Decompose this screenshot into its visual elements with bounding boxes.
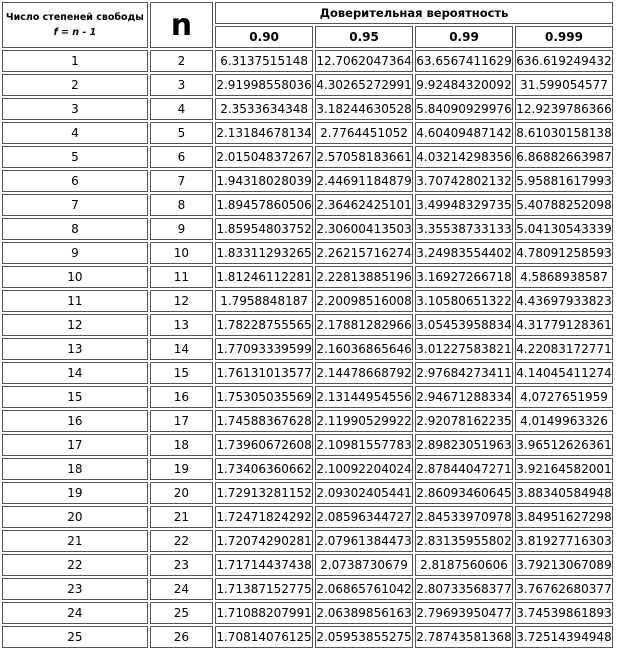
t-value-cell: 3.70742802132 — [415, 170, 513, 192]
table-row — [2, 410, 613, 432]
t-value-cell: 4.43697933823 — [515, 290, 613, 312]
t-value-cell: 1.70814076125 — [215, 626, 313, 648]
degrees-of-freedom-formula: f = n - 1 — [53, 27, 97, 38]
t-value-cell: 4.60409487142 — [415, 122, 513, 144]
t-value-cell: 3.92164582001 — [515, 458, 613, 480]
t-value-cell: 2.30600413503 — [315, 218, 413, 240]
t-value-cell: 2.3533634348 — [215, 98, 313, 120]
t-value-cell: 4.14045411274 — [515, 362, 613, 384]
t-value-cell: 4.0149963326 — [515, 410, 613, 432]
probability-header: 0.90 — [215, 26, 313, 48]
t-value-cell: 2.20098516008 — [315, 290, 413, 312]
table-row — [2, 242, 613, 264]
table-body — [2, 50, 613, 648]
t-value-cell: 2.10092204024 — [315, 458, 413, 480]
t-value-cell: 2.57058183661 — [315, 146, 413, 168]
t-value-cell: 3.74539861893 — [515, 602, 613, 624]
t-value-cell: 2.13144954556 — [315, 386, 413, 408]
t-value-cell: 2.87844047271 — [415, 458, 513, 480]
t-value-cell: 9.92484320092 — [415, 74, 513, 96]
n-cell: 17 — [150, 410, 213, 432]
degrees-of-freedom-cell: 13 — [2, 338, 148, 360]
t-value-cell: 31.599054577 — [515, 74, 613, 96]
t-value-cell: 4.0727651959 — [515, 386, 613, 408]
n-cell: 3 — [150, 74, 213, 96]
t-value-cell: 3.16927266718 — [415, 266, 513, 288]
table-row — [2, 482, 613, 504]
t-value-cell: 3.72514394948 — [515, 626, 613, 648]
t-value-cell: 1.71714437438 — [215, 554, 313, 576]
table-row — [2, 530, 613, 552]
n-cell: 22 — [150, 530, 213, 552]
degrees-of-freedom-cell: 10 — [2, 266, 148, 288]
t-value-cell: 1.71088207991 — [215, 602, 313, 624]
t-value-cell: 2.22813885196 — [315, 266, 413, 288]
t-value-cell: 3.81927716303 — [515, 530, 613, 552]
t-value-cell: 3.35538733133 — [415, 218, 513, 240]
n-cell: 26 — [150, 626, 213, 648]
t-value-cell: 1.72471824292 — [215, 506, 313, 528]
degrees-of-freedom-cell: 18 — [2, 458, 148, 480]
degrees-of-freedom-cell: 23 — [2, 578, 148, 600]
degrees-of-freedom-cell: 16 — [2, 410, 148, 432]
table-row — [2, 314, 613, 336]
n-cell: 9 — [150, 218, 213, 240]
table-row — [2, 146, 613, 168]
t-value-cell: 2.17881282966 — [315, 314, 413, 336]
n-cell: 7 — [150, 170, 213, 192]
degrees-of-freedom-cell: 19 — [2, 482, 148, 504]
degrees-of-freedom-cell: 24 — [2, 602, 148, 624]
t-value-cell: 2.26215716274 — [315, 242, 413, 264]
n-cell: 10 — [150, 242, 213, 264]
table-row — [2, 266, 613, 288]
degrees-of-freedom-cell: 15 — [2, 386, 148, 408]
t-value-cell: 3.79213067089 — [515, 554, 613, 576]
t-value-cell: 3.88340584948 — [515, 482, 613, 504]
t-value-cell: 4.5868938587 — [515, 266, 613, 288]
t-value-cell: 2.7764451052 — [315, 122, 413, 144]
t-value-cell: 63.6567411629 — [415, 50, 513, 72]
t-value-cell: 2.10981557783 — [315, 434, 413, 456]
t-value-cell: 4.03214298356 — [415, 146, 513, 168]
table-row — [2, 194, 613, 216]
t-value-cell: 1.78228755565 — [215, 314, 313, 336]
table-row — [2, 170, 613, 192]
t-value-cell: 1.73960672608 — [215, 434, 313, 456]
t-value-cell: 2.86093460645 — [415, 482, 513, 504]
n-header: n — [150, 2, 213, 48]
t-value-cell: 3.84951627298 — [515, 506, 613, 528]
table-row — [2, 50, 613, 72]
t-value-cell: 2.78743581368 — [415, 626, 513, 648]
t-value-cell: 2.0738730679 — [315, 554, 413, 576]
table-row — [2, 554, 613, 576]
n-cell: 16 — [150, 386, 213, 408]
table-row — [2, 362, 613, 384]
t-value-cell: 2.16036865646 — [315, 338, 413, 360]
n-cell: 23 — [150, 554, 213, 576]
t-value-cell: 2.08596344727 — [315, 506, 413, 528]
t-value-cell: 3.01227583821 — [415, 338, 513, 360]
n-cell: 19 — [150, 458, 213, 480]
n-cell: 18 — [150, 434, 213, 456]
t-value-cell: 4.31779128361 — [515, 314, 613, 336]
t-value-cell: 2.97684273411 — [415, 362, 513, 384]
table-row — [2, 602, 613, 624]
degrees-of-freedom-cell: 11 — [2, 290, 148, 312]
table-row — [2, 386, 613, 408]
t-value-cell: 2.06389856163 — [315, 602, 413, 624]
degrees-of-freedom-cell: 3 — [2, 98, 148, 120]
degrees-of-freedom-cell: 20 — [2, 506, 148, 528]
t-value-cell: 2.91998558036 — [215, 74, 313, 96]
t-value-cell: 2.89823051963 — [415, 434, 513, 456]
t-value-cell: 2.84533970978 — [415, 506, 513, 528]
n-cell: 14 — [150, 338, 213, 360]
t-value-cell: 12.7062047364 — [315, 50, 413, 72]
t-value-cell: 2.83135955802 — [415, 530, 513, 552]
degrees-of-freedom-cell: 2 — [2, 74, 148, 96]
n-cell: 4 — [150, 98, 213, 120]
degrees-of-freedom-cell: 9 — [2, 242, 148, 264]
degrees-of-freedom-cell: 4 — [2, 122, 148, 144]
degrees-of-freedom-cell: 14 — [2, 362, 148, 384]
table-row — [2, 578, 613, 600]
table-row — [2, 98, 613, 120]
t-value-cell: 1.77093339599 — [215, 338, 313, 360]
n-cell: 2 — [150, 50, 213, 72]
t-value-cell: 2.92078162235 — [415, 410, 513, 432]
t-value-cell: 1.89457860506 — [215, 194, 313, 216]
degrees-of-freedom-cell: 6 — [2, 170, 148, 192]
n-cell: 25 — [150, 602, 213, 624]
t-value-cell: 4.30265272991 — [315, 74, 413, 96]
degrees-of-freedom-cell: 7 — [2, 194, 148, 216]
t-value-cell: 1.94318028039 — [215, 170, 313, 192]
n-cell: 11 — [150, 266, 213, 288]
t-value-cell: 2.80733568377 — [415, 578, 513, 600]
t-value-cell: 3.49948329735 — [415, 194, 513, 216]
probability-header: 0.95 — [315, 26, 413, 48]
t-value-cell: 1.7958848187 — [215, 290, 313, 312]
degrees-of-freedom-cell: 5 — [2, 146, 148, 168]
t-value-cell: 1.85954803752 — [215, 218, 313, 240]
t-value-cell: 1.75305035569 — [215, 386, 313, 408]
degrees-of-freedom-title: Число степеней свободы — [5, 12, 144, 23]
t-value-cell: 2.07961384473 — [315, 530, 413, 552]
n-cell: 21 — [150, 506, 213, 528]
t-value-cell: 3.76762680377 — [515, 578, 613, 600]
t-value-cell: 2.06865761042 — [315, 578, 413, 600]
t-value-cell: 4.78091258593 — [515, 242, 613, 264]
confidence-probability-header: Доверительная вероятность — [215, 2, 613, 24]
n-cell: 5 — [150, 122, 213, 144]
t-value-cell: 3.24983554402 — [415, 242, 513, 264]
degrees-of-freedom-cell: 25 — [2, 626, 148, 648]
t-value-cell: 2.13184678134 — [215, 122, 313, 144]
t-value-cell: 2.8187560606 — [415, 554, 513, 576]
t-value-cell: 1.71387152775 — [215, 578, 313, 600]
t-value-cell: 636.619249432 — [515, 50, 613, 72]
n-cell: 13 — [150, 314, 213, 336]
t-value-cell: 2.79693950477 — [415, 602, 513, 624]
degrees-of-freedom-header — [2, 2, 148, 48]
table-row — [2, 218, 613, 240]
t-value-cell: 1.72913281152 — [215, 482, 313, 504]
n-cell: 8 — [150, 194, 213, 216]
t-value-cell: 3.96512626361 — [515, 434, 613, 456]
t-value-cell: 2.09302405441 — [315, 482, 413, 504]
t-value-cell: 2.94671288334 — [415, 386, 513, 408]
t-value-cell: 5.84090929976 — [415, 98, 513, 120]
probability-header: 0.99 — [415, 26, 513, 48]
degrees-of-freedom-cell: 1 — [2, 50, 148, 72]
t-value-cell: 2.44691184879 — [315, 170, 413, 192]
degrees-of-freedom-cell: 8 — [2, 218, 148, 240]
table-row — [2, 626, 613, 648]
n-cell: 15 — [150, 362, 213, 384]
t-value-cell: 4.22083172771 — [515, 338, 613, 360]
t-value-cell: 2.36462425101 — [315, 194, 413, 216]
t-value-cell: 1.76131013577 — [215, 362, 313, 384]
t-value-cell: 1.73406360662 — [215, 458, 313, 480]
table-row — [2, 506, 613, 528]
t-value-cell: 5.04130543339 — [515, 218, 613, 240]
t-value-cell: 3.18244630528 — [315, 98, 413, 120]
t-value-cell: 5.95881617993 — [515, 170, 613, 192]
t-value-cell: 8.61030158138 — [515, 122, 613, 144]
t-value-cell: 2.11990529922 — [315, 410, 413, 432]
t-value-cell: 2.01504837267 — [215, 146, 313, 168]
n-cell: 12 — [150, 290, 213, 312]
t-value-cell: 1.81246112281 — [215, 266, 313, 288]
t-value-cell: 5.40788252098 — [515, 194, 613, 216]
table-row — [2, 434, 613, 456]
table-row — [2, 290, 613, 312]
table-row — [2, 122, 613, 144]
t-value-cell: 6.3137515148 — [215, 50, 313, 72]
t-value-cell: 12.9239786366 — [515, 98, 613, 120]
t-value-cell: 1.83311293265 — [215, 242, 313, 264]
degrees-of-freedom-cell: 12 — [2, 314, 148, 336]
degrees-of-freedom-cell: 21 — [2, 530, 148, 552]
t-value-cell: 1.74588367628 — [215, 410, 313, 432]
table-row — [2, 74, 613, 96]
degrees-of-freedom-cell: 17 — [2, 434, 148, 456]
t-value-cell: 2.05953855275 — [315, 626, 413, 648]
t-value-cell: 3.10580651322 — [415, 290, 513, 312]
table-row — [2, 458, 613, 480]
n-cell: 6 — [150, 146, 213, 168]
degrees-of-freedom-cell: 22 — [2, 554, 148, 576]
t-value-cell: 3.05453958834 — [415, 314, 513, 336]
t-value-cell: 6.86882663987 — [515, 146, 613, 168]
t-value-cell: 2.14478668792 — [315, 362, 413, 384]
table-row — [2, 338, 613, 360]
probability-header: 0.999 — [515, 26, 613, 48]
n-cell: 24 — [150, 578, 213, 600]
n-cell: 20 — [150, 482, 213, 504]
t-value-cell: 1.72074290281 — [215, 530, 313, 552]
